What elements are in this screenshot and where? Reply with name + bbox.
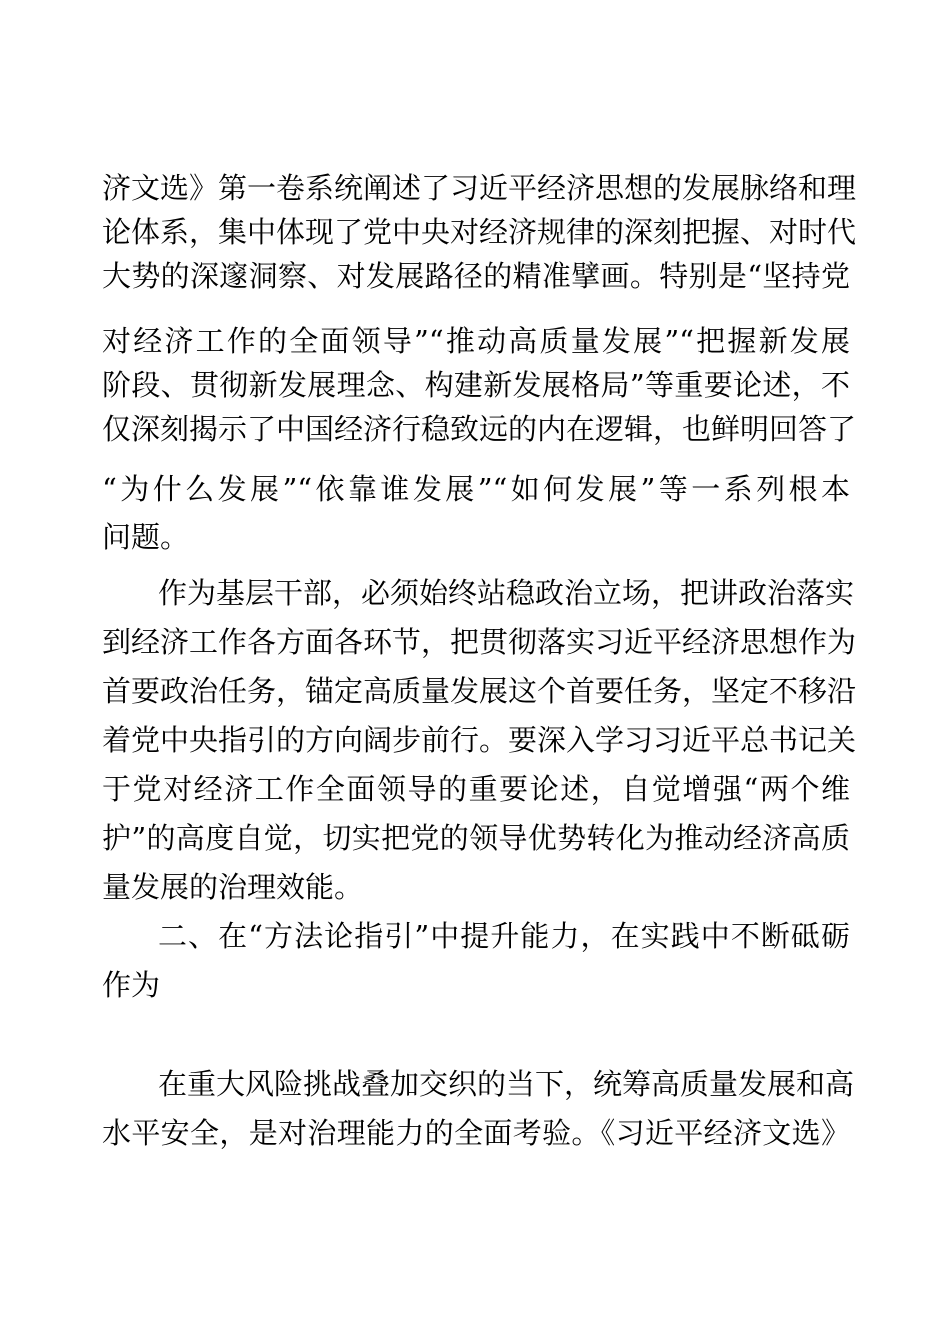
text-line: 首要政治任务，锚定高质量发展这个首要任务，坚定不移沿 xyxy=(102,674,857,708)
text-line: 量发展的治理效能。 xyxy=(102,870,364,904)
text-line: 济文选》第一卷系统阐述了习近平经济思想的发展脉络和理 xyxy=(102,171,857,205)
text-line: 仅深刻揭示了中国经济行稳致远的内在逻辑，也鲜明回答了 xyxy=(102,412,857,446)
text-line: 到经济工作各方面各环节，把贯彻落实习近平经济思想作为 xyxy=(102,625,857,659)
text-line: 在重大风险挑战叠加交织的当下，统筹高质量发展和高 xyxy=(158,1067,855,1101)
text-line: 大势的深邃洞察、对发展路径的精准擘画。特别是“坚持党 xyxy=(102,259,850,293)
text-line: 水平安全，是对治理能力的全面考验。《习近平经济文选》 xyxy=(102,1116,850,1150)
text-line: 论体系，集中体现了党中央对经济规律的深刻把握、对时代 xyxy=(102,215,857,249)
heading-line: 作为 xyxy=(102,968,161,1002)
text-line: 问题。 xyxy=(102,520,190,554)
text-line: “为什么发展”“依靠谁发展”“如何发展”等一系列根本 xyxy=(102,472,850,506)
text-line: 着党中央指引的方向阔步前行。要深入学习习近平总书记关 xyxy=(102,723,857,757)
heading-line: 二、在“方法论指引”中提升能力，在实践中不断砥砺 xyxy=(158,919,850,953)
text-line: 于党对经济工作全面领导的重要论述，自觉增强“两个维 xyxy=(102,772,850,806)
text-line: 对经济工作的全面领导”“推动高质量发展”“把握新发展 xyxy=(102,324,850,358)
text-line: 阶段、贯彻新发展理念、构建新发展格局”等重要论述，不 xyxy=(102,368,850,402)
text-line: 作为基层干部，必须始终站稳政治立场，把讲政治落实 xyxy=(158,576,855,610)
text-line: 护”的高度自觉，切实把党的领导优势转化为推动经济高质 xyxy=(102,821,850,855)
